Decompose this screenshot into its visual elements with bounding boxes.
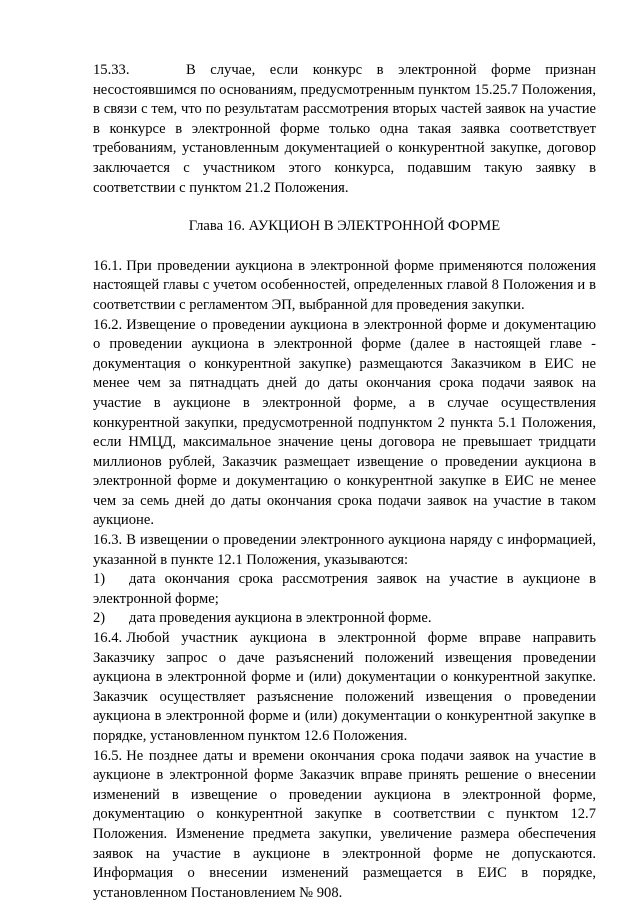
paragraph-number: 15.33. (93, 62, 130, 78)
paragraph-number: 16.3. (93, 532, 123, 549)
list-item (93, 570, 596, 609)
paragraph-text: При проведении аукциона в электронной форме применяются положения настоящей главы с учетом особенностей, определенных главой 8 Положения и в соответствии с регламентом ЭП, выбранной для проведения закупки. (93, 257, 596, 313)
paragraph-text: В случае, если конкурс в электронной форме признан несостоявшимся по основаниям, предусмотренным пунктом 15.25.7 Положения, в связи с тем, что по результатам рассмотрения вторых частей заявок на участие в конкурсе в электронной форме только одна такая заявка соответствует требованиям, установленным документацией о конкурентной закупке, договор заключается с участником этого конкурса, подавшим такую заявку в соответствии с пунктом 21.2 Положения. (93, 62, 596, 196)
paragraph-16-3 (93, 531, 596, 570)
paragraph-number: 16.1. (93, 257, 123, 274)
list-item-text: дата окончания срока рассмотрения заявок на участие в аукционе в электронной форме; (93, 571, 596, 607)
list-item-number: 1) (93, 571, 106, 588)
paragraph-15-33 (93, 61, 596, 198)
paragraph-number: 16.2. (93, 316, 123, 333)
paragraph-16-1 (93, 257, 596, 316)
paragraph-number: 16.5. (93, 747, 123, 764)
chapter-title: Глава 16. АУКЦИОН В ЭЛЕКТРОННОЙ ФОРМЕ (188, 218, 501, 235)
paragraph-number: 16.4. (93, 630, 123, 647)
paragraph-16-5 (93, 747, 596, 904)
paragraph-text: Не позднее даты и времени окончания срока подачи заявок на участие в аукционе в электронной форме Заказчик вправе принять решение о внесении изменений в извещение о проведении аукциона в электронной форме, документацию о конкурентной закупке в соответствии с пунктом 12.7 Положения. Изменение предмета закупки, увеличение размера обеспечения заявок на участие в аукционе в электронной форме не допускаются. Информация о внесении изменений размещается в ЕИС в порядке, установленном Постановлением № 908. (93, 747, 596, 901)
paragraph-16-2 (93, 316, 596, 532)
list-item-number: 2) (93, 610, 106, 627)
paragraph-text: В извещении о проведении электронного аукциона наряду с информацией, указанной в пункте 12.1 Положения, указываются: (93, 532, 596, 568)
list-item (93, 609, 596, 629)
paragraph-text: Любой участник аукциона в электронной форме вправе направить Заказчику запрос о даче разъяснений положений извещения проведении аукциона в электронной форме и (или) документации о конкурентной закупке. Заказчик осуществляет разъяснение положений извещения о проведении аукциона в электронной форме и (или) документации о конкурентной закупке в порядке, установленном пунктом 12.6 Положения. (93, 630, 596, 744)
paragraph-16-4 (93, 629, 596, 747)
list-item-text: дата проведения аукциона в электронной форме. (129, 610, 432, 627)
document-page (93, 61, 596, 903)
paragraph-text: Извещение о проведении аукциона в электронной форме и документацию о проведении аукциона в электронной форме (далее в настоящей главе - документация о конкурентной закупке) размещаются Заказчиком в ЕИС не менее чем за пятнадцать дней до даты окончания срока подачи заявок на участие в аукционе в электронной форме, а в случае осуществления конкурентной закупки, предусмотренной подпунктом 2 пункта 5.1 Положения, если НМЦД, максимальное значение цены договора не превышает тридцати миллионов рублей, Заказчик размещает извещение о проведении аукциона в электронной форме и документацию о конкурентной закупке в ЕИС не менее чем за семь дней до даты окончания срока подачи заявок на участие в таком аукционе. (93, 316, 596, 529)
